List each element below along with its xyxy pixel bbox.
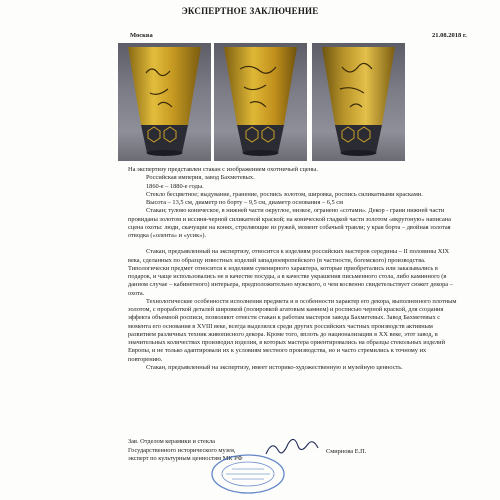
signer-name: Смирнова Е.П. [326,448,367,455]
conclusion-paragraph-1: Стакан, предъявленный на экспертизу, относится к изделиям российских мастеров середины – II половины XIX века, сделанных по образцу известных изделий западноевропейского (в частности, богемского) производства. Типологически предмет относится к изделиям сувенирного характера, которые приобретались или заказывались в подарок, и чаще использовались не в качестве посуды, а в качестве украшения письменного стола, либо каминного (в данном случае – кабинетного) интерьера, предположительно мужского, о чем косвенно свидетельствует сюжет декора – охота. [128,248,453,297]
glass-side-illustration [214,43,307,161]
object-technique: Стекло бесцветное; выдувание, гранение, роспись золотом, шировка, роспись силикатными красками. [146,190,423,198]
conclusion-paragraph-2: Технологические особенности исполнения предмета и в особенности характер его декора, выполненного плотным золотом, с проработкой деталей шировкой (полировкой агатовым камнем) и росписью черной краской, для создания эффекта объемной росписи, позволяют отнести стакан к работам мастеров завода Бахметевых. Завод Бахметевых с момента его основания в XVIII веке, всегда выделялся среди других российских частных производств активным развитием различных техник живописного декора. Кроме того, вплоть до национализации в ХХ веке, этот завод, в значительных количествах производил изделия, в которых мастера ориентировались на образцы стекольных изделий Европы, и не только адаптировали их к условиям местного производства, но и часто стремились к точному их повторению. [128,297,457,363]
glass-front-illustration [118,43,211,161]
photo-glass-side [214,43,307,161]
object-origin: Российская империя, завод Бахметевых. [146,174,255,182]
signer-organization: Государственного исторического музея, [128,446,236,454]
glass-back-illustration [312,43,405,161]
signer-credential: эксперт по культурным ценностям МК РФ [128,455,243,463]
object-dating: 1860-е – 1880-е годы. [146,182,204,190]
document-city: Москва [130,32,153,39]
document-title: ЭКСПЕРТНОЕ ЗАКЛЮЧЕНИЕ [181,6,319,16]
official-stamp-seal [208,452,288,496]
object-dimensions: Высота – 13,5 см, диаметр по борту – 9,5 см, диаметр основания – 6,5 см [146,199,344,206]
object-decor: Стакан; тулово коническое, в нижней части округлое, низкое, огранено «сотами». Декор - грани нижней части провиданы золотом и иссиня-черной силикатной краской; на конической гладкой части золотом «вкругоную» написана сцена охоты: люди, скачущие на конях, стреляющие из ружей, момент собачьей травли; у края борта – двойная золотая отводка («олента» и «усик»). [128,207,451,239]
photo-glass-back [312,43,405,161]
signer-position: Зав. Отделом керамики и стекла [128,438,215,445]
document-date: 21.08.2018 г. [432,32,467,39]
conclusion-paragraph-3: Стакан, предъявленный на экспертизу, имеет историко-художественную и музейную ценность. [146,363,403,371]
report-body [128,166,458,372]
photo-glass-front [118,43,211,161]
object-description: На экспертизу представлен стакан с изображением охотничьей сцены. [128,166,318,173]
